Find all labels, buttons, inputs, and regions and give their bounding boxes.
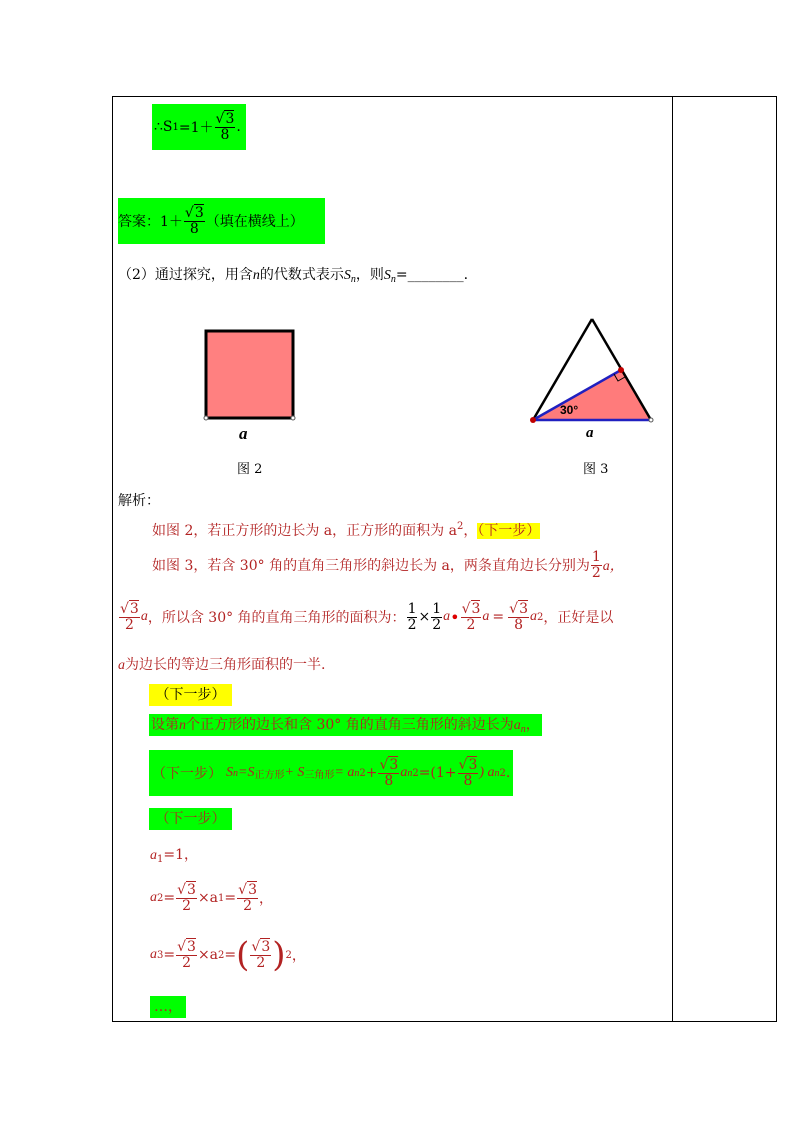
- figure-3-side-label: a: [586, 425, 594, 441]
- ellipsis-line: …，: [150, 996, 186, 1018]
- s1-result: [152, 104, 246, 150]
- analysis-p5: 设第n个正方形的边长和含 30° 角的直角三角形的斜边长为$a_n$，: [149, 714, 542, 736]
- analysis-p4: a为边长的等边三角形面积的一半.: [118, 657, 326, 673]
- s1-eq: =1＋: [178, 120, 214, 136]
- a3-line: a 3 = $\frac{√3}{2}$ ×a 2 = ( $\frac{√3}{2}$ ) 2 ，: [150, 935, 306, 975]
- figure-2-side-label: a: [239, 424, 248, 443]
- analysis-p1: 如图 2，若正方形的边长为 a，正方形的面积为 $a^2$，（下一步）: [152, 521, 541, 539]
- next-step-3: （下一步）: [149, 808, 232, 830]
- a1-line: $a_1=1$，: [150, 847, 199, 865]
- s1-prefix: ∴S: [154, 119, 173, 135]
- next-step-1: （下一步）: [477, 523, 541, 539]
- s1-end: .: [236, 119, 241, 135]
- analysis-p2: 如图 3，若含 30° 角的直角三角形的斜边长为 a，两条直角边长分别为 $\frac{1}{2}$ a，: [152, 548, 624, 581]
- s1-sub: 1: [172, 121, 179, 133]
- figure-3-triangle: [525, 312, 660, 427]
- question-2: （2）通过探究，用含n的代数式表示$S_n$，则$S_n=\_\_\_\_\_\_\_\_$.: [118, 267, 469, 285]
- answer-tail: （填在横线上）: [205, 214, 304, 230]
- column-divider: [672, 96, 673, 1022]
- analysis-p6: （下一步） S n =S 正方形 + S 三角形 = a n 2 + $\frac{√3}{8}$ a n 2 =(1+ $\frac{√3}{8}$ ) a n 2 .: [149, 750, 513, 796]
- figure-3-caption: 图 3: [583, 462, 609, 477]
- answer-label: 答案：1＋: [118, 214, 183, 230]
- figure-3-angle-label: 30°: [560, 403, 579, 417]
- next-step-2: （下一步）: [149, 684, 232, 706]
- figure-2-square: [195, 322, 305, 427]
- analysis-heading: 解析：: [118, 493, 160, 509]
- s1-frac: $\frac{√3}{8}$: [215, 110, 235, 143]
- a2-line: a 2 = $\frac{√3}{2}$ ×a 1 = $\frac{√3}{2}$ ，: [150, 881, 273, 914]
- analysis-p3: $\frac{√3}{2}$ a ，所以含 30° 角的直角三角形的面积为： $\frac{1}{2}$ × $\frac{1}{2}$ a • $\frac{√3}{2}$ a = $\frac{√3}{8}$ a 2 ，正好是以: [120, 600, 614, 633]
- answer-frac: $\frac{√3}{8}$: [184, 204, 204, 237]
- answer-box: [118, 198, 325, 244]
- figure-2-caption: 图 2: [237, 462, 263, 477]
